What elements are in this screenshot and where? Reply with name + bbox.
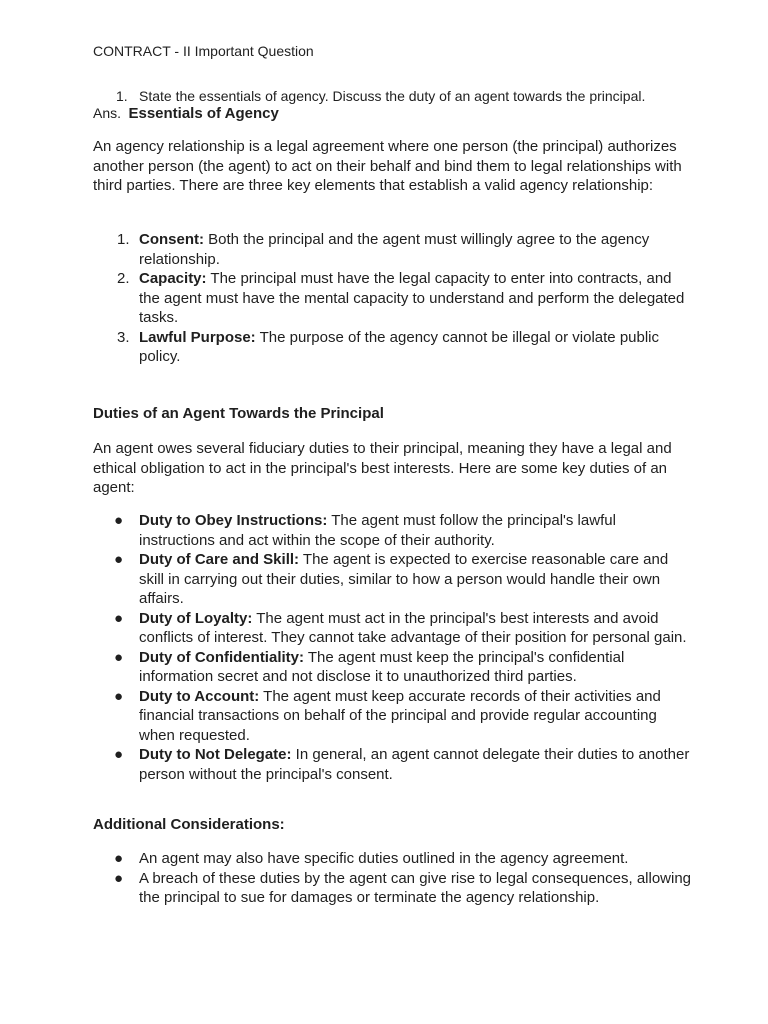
list-item — [93, 609, 693, 648]
list-marker: 3. — [117, 328, 130, 346]
term-text: The agent is expected to exercise reasonable care and skill in carrying out their duties, similar to how a person would handle their own affairs. — [139, 551, 669, 607]
term: Duty of Loyalty: — [139, 609, 253, 627]
bullet-icon: ● — [114, 687, 124, 705]
term: Lawful Purpose: — [139, 328, 256, 346]
duties-list — [93, 511, 693, 784]
item-text: A breach of these duties by the agent can give rise to legal consequences, allowing the principal to sue for damages or terminate the agency relationship. — [139, 869, 692, 906]
list-item — [93, 511, 693, 550]
term-text: The agent must keep the principal's confidential information secret and not disclose it to unauthorized third parties. — [139, 648, 625, 685]
list-item — [93, 648, 693, 687]
term: Duty of Confidentiality: — [139, 648, 304, 666]
answer-label: Ans. — [93, 105, 122, 121]
answer-line — [93, 105, 279, 123]
term: Duty to Not Delegate: — [139, 746, 292, 763]
question-number: 1. — [116, 88, 128, 104]
essentials-list — [93, 230, 693, 367]
term-text: The principal must have the legal capacity to enter into contracts, and the agent must have the mental capacity to understand and perform the delegated tasks. — [139, 270, 685, 326]
term-text: The purpose of the agency cannot be illegal or violate public policy. — [139, 328, 660, 365]
bullet-icon: ● — [114, 648, 124, 666]
term: Capacity: — [139, 270, 207, 287]
duties-heading: Duties of an Agent Towards the Principal — [93, 405, 384, 422]
list-item — [93, 869, 693, 908]
list-marker: 1. — [117, 231, 130, 248]
list-item — [93, 328, 693, 367]
list-item — [93, 849, 693, 869]
term-text: The agent must follow the principal's lawful instructions and act within the scope of their authority. — [139, 512, 616, 549]
list-item — [93, 230, 693, 269]
additional-heading: Additional Considerations: — [93, 816, 285, 833]
additional-list — [93, 849, 693, 908]
term-text: The agent must keep accurate records of their activities and financial transactions on behalf of the principal and provide regular accounting when requested. — [139, 687, 661, 744]
bullet-icon: ● — [114, 512, 124, 529]
term: Duty to Obey Instructions: — [139, 512, 328, 529]
list-item — [93, 269, 693, 328]
duties-intro-paragraph: An agent owes several fiduciary duties to their principal, meaning they have a legal and ethical obligation to act in the principal's best interests. Here are some key duties of an agent: — [93, 440, 672, 496]
bullet-icon: ● — [114, 746, 124, 763]
bullet-icon: ● — [114, 869, 124, 887]
question-text: State the essentials of agency. Discuss the duty of an agent towards the principal. — [139, 88, 646, 104]
term: Duty to Account: — [139, 687, 260, 705]
list-marker: 2. — [117, 270, 130, 287]
list-item — [93, 550, 693, 609]
answer-title: Essentials of Agency — [128, 105, 279, 122]
intro-paragraph: An agency relationship is a legal agreement where one person (the principal) authorizes another person (the agent) to act on their behalf and bind them to legal relationships with third parties. There are three key elements that establish a valid agency relationship: — [93, 138, 682, 194]
bullet-icon: ● — [114, 551, 124, 568]
term: Duty of Care and Skill: — [139, 551, 300, 568]
term-text: Both the principal and the agent must willingly agree to the agency relationship. — [139, 231, 650, 268]
question-line — [116, 88, 645, 104]
term-text: In general, an agent cannot delegate their duties to another person without the principal's consent. — [139, 746, 690, 783]
list-item — [93, 687, 693, 746]
list-item — [93, 745, 693, 784]
term-text: The agent must act in the principal's best interests and avoid conflicts of interest. They cannot take advantage of their position for personal gain. — [139, 609, 687, 646]
item-text: An agent may also have specific duties outlined in the agency agreement. — [139, 850, 629, 867]
page-header: CONTRACT - II Important Question — [93, 43, 314, 59]
bullet-icon: ● — [114, 850, 124, 867]
bullet-icon: ● — [114, 609, 124, 627]
term: Consent: — [139, 231, 204, 248]
